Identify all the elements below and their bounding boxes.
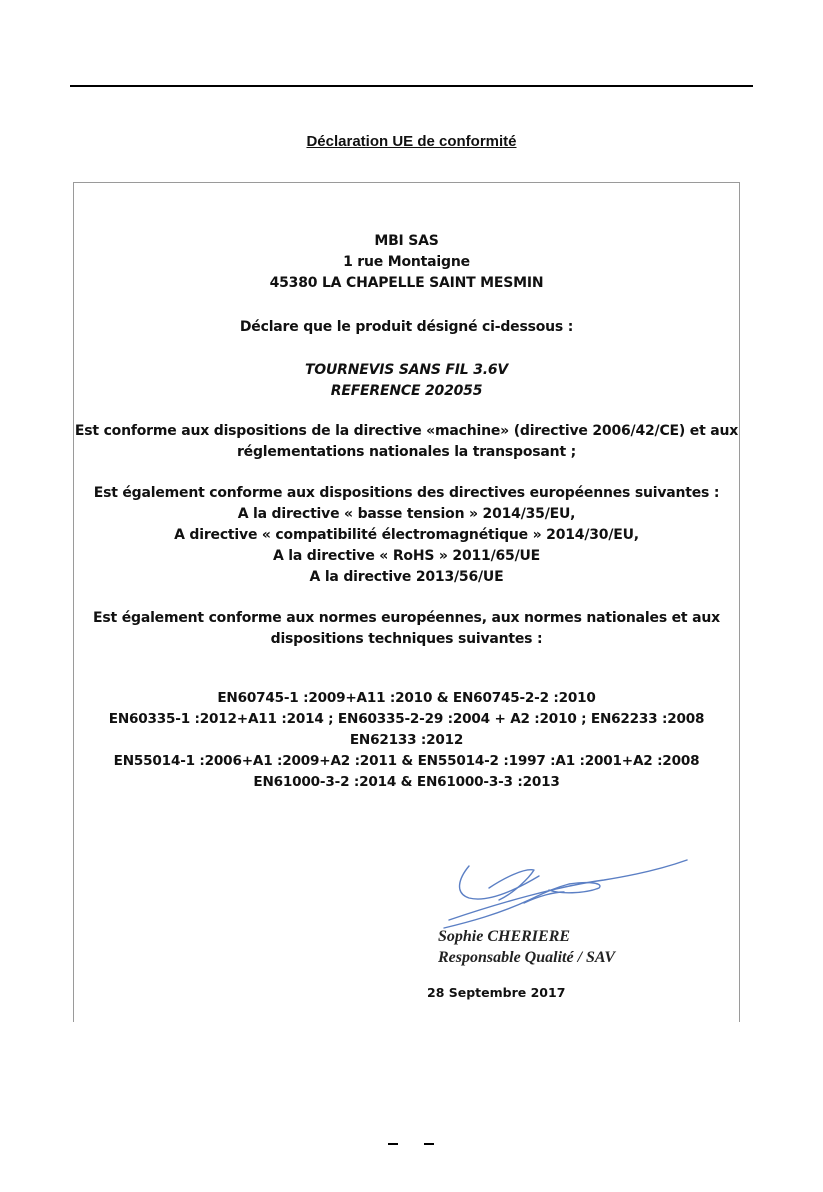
page-number-marker — [388, 1143, 398, 1145]
product-block — [74, 360, 739, 402]
page-number-marker — [424, 1143, 434, 1145]
norm-line: EN55014-1 :2006+A1 :2009+A2 :2011 & EN55014-2 :1997 :A1 :2001+A2 :2008 — [113, 753, 700, 769]
signatory-name: Sophie CHERIERE — [438, 928, 571, 945]
norm-line: EN62133 :2012 — [349, 732, 464, 748]
norm-line: EN60745-1 :2009+A11 :2010 & EN60745-2-2 :2010 — [217, 690, 596, 706]
company-street: 1 rue Montaigne — [343, 254, 470, 270]
header-rule — [70, 85, 753, 87]
company-city: 45380 LA CHAPELLE SAINT MESMIN — [269, 275, 544, 291]
signature-date: 28 Septembre 2017 — [427, 985, 566, 1000]
company-name: MBI SAS — [374, 233, 439, 249]
declare-statement: Déclare que le produit désigné ci-dessous : — [239, 319, 574, 335]
product-reference: REFERENCE 202055 — [330, 383, 483, 399]
product-name: TOURNEVIS SANS FIL 3.6V — [304, 362, 509, 378]
norms-intro: Est également conforme aux normes européennes, aux normes nationales et aux dispositions techniques suivantes : — [93, 610, 720, 647]
signatory-role: Responsable Qualité / SAV — [438, 949, 616, 966]
norm-line: EN60335-1 :2012+A11 :2014 ; EN60335-2-29 :2004 + A2 :2010 ; EN62233 :2008 — [108, 711, 705, 727]
page-title: Déclaration UE de conformité — [306, 133, 517, 150]
scanned-declaration — [73, 182, 740, 1022]
machine-directive: Est conforme aux dispositions de la directive «machine» (directive 2006/42/CE) et aux réglementations nationales la transposant ; — [74, 423, 739, 460]
norms-list — [74, 688, 739, 793]
other-directives: Est également conforme aux dispositions des directives européennes suivantes : A la directive « basse tension » 2014/35/EU, A directive « compatibilité électromagnétique » 2014/30/EU, A la directive « RoHS » 2011/65/UE A la directive 2013/56/UE — [93, 485, 720, 585]
company-address — [74, 231, 739, 294]
norm-line: EN61000-3-2 :2014 & EN61000-3-3 :2013 — [253, 774, 560, 790]
handwritten-signature — [429, 848, 689, 938]
